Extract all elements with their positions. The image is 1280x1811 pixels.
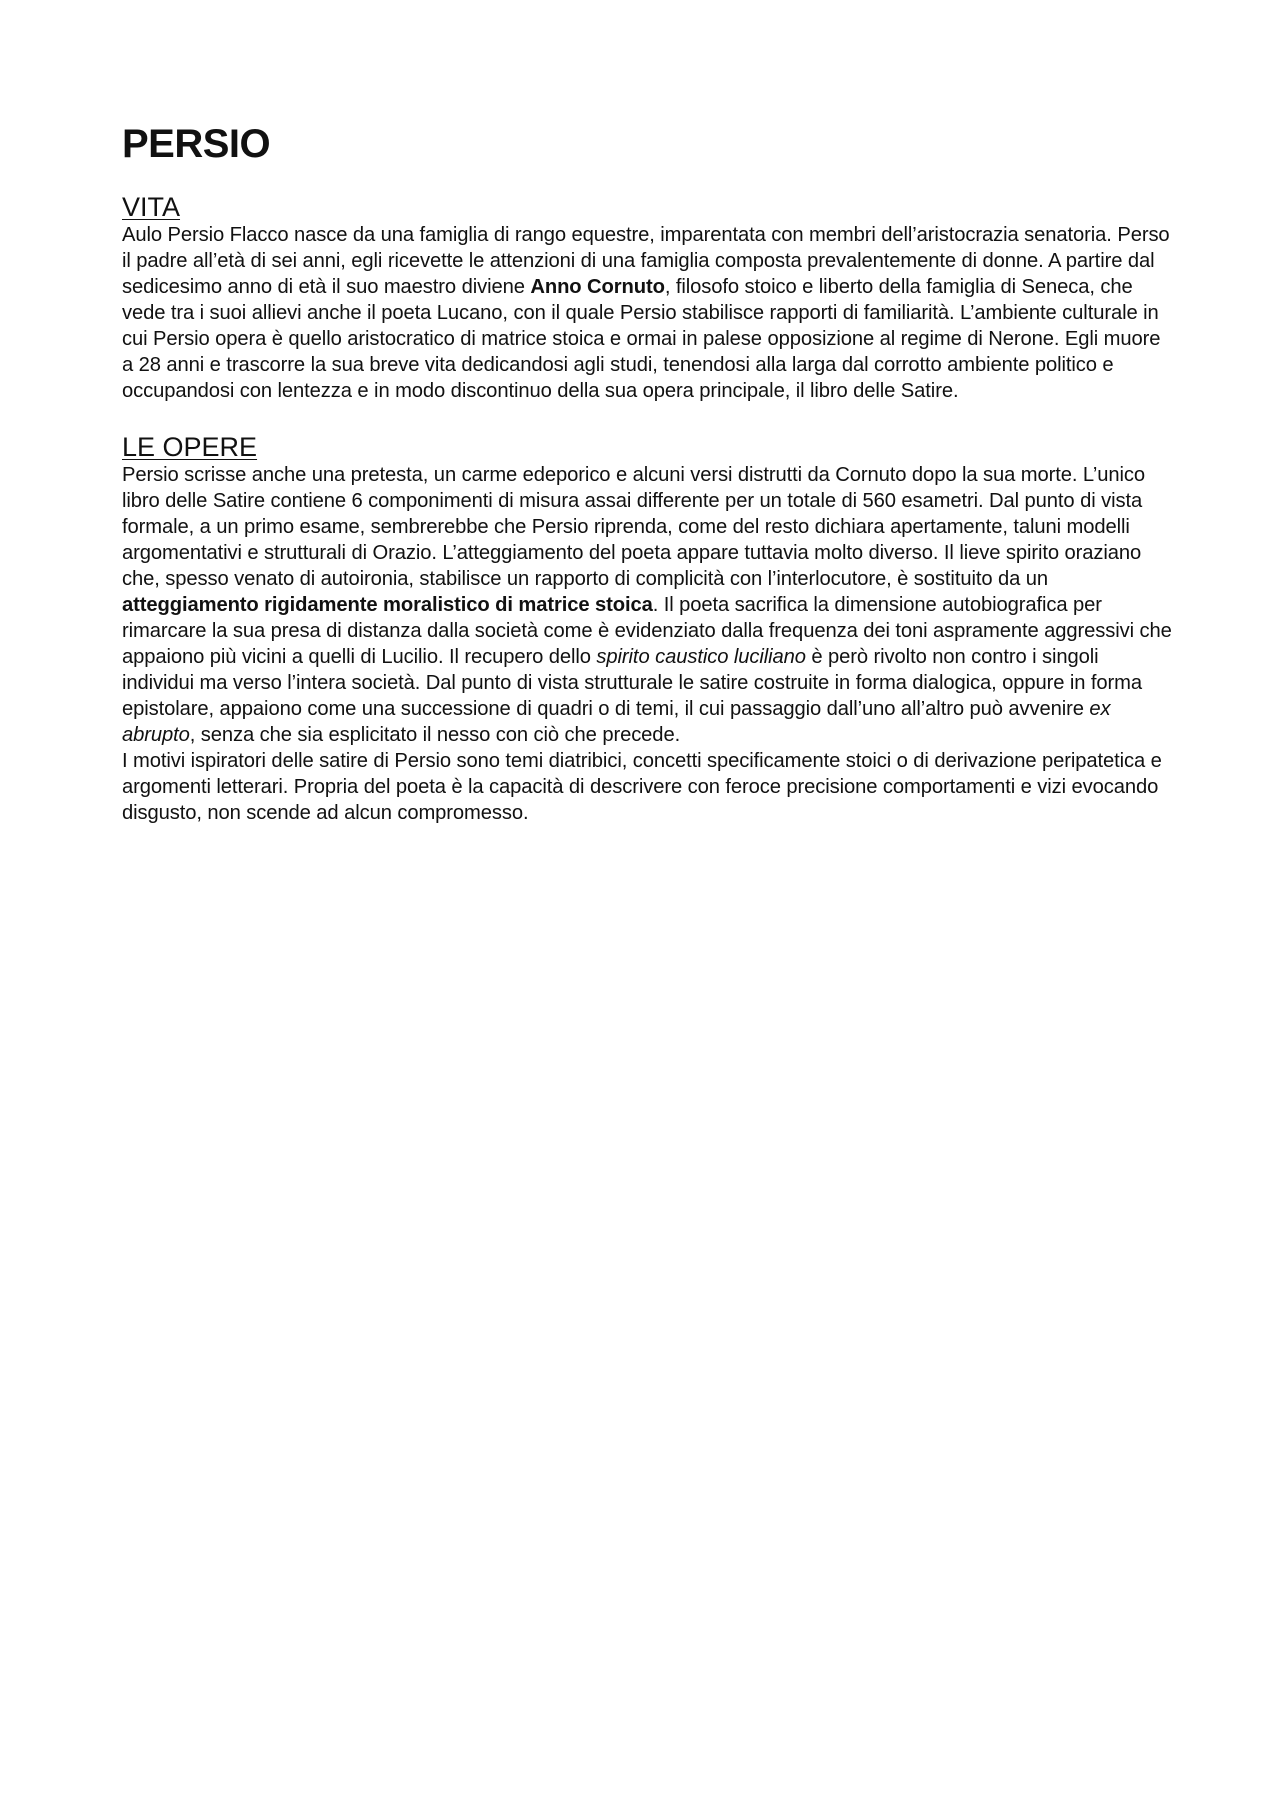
document-page <box>122 120 1172 854</box>
opere-paragraph-2: I motivi ispiratori delle satire di Persio sono temi diatribici, concetti specificamente stoici o di derivazione peripatetica e argomenti letterari. Propria del poeta è la capacità di descrivere con feroce precisione comportamenti e vizi evocando disgusto, non scende ad alcun compromesso. <box>122 750 1162 824</box>
text-run: , filosofo stoico e liberto della famiglia di Seneca, che vede tra i suoi allievi anche il poeta Lucano, con il quale Persio stabilisce rapporti di familiarità. L’ambiente culturale in cui Persio opera è quello aristocratico di matrice stoica e ormai in palese opposizione al regime di Nerone. Egli muore a 28 anni e trascorre la sua breve vita dedicandosi agli studi, tenendosi alla larga dal corrotto ambiente politico e occupandosi con lentezza e in modo discontinuo della sua opera principale, il libro delle Satire. <box>122 276 1161 402</box>
bold-text-run: Anno Cornuto <box>530 276 665 298</box>
bold-text-run: atteggiamento rigidamente moralistico di matrice stoica <box>122 594 653 616</box>
document-title: PERSIO <box>122 122 271 166</box>
italic-text-run: ex abrupto <box>122 698 1111 746</box>
text-run: Aulo Persio Flacco nasce da una famiglia di rango equestre, imparentata con membri dell’aristocrazia senatoria. Perso il padre all’età di sei anni, egli ricevette le attenzioni di una famiglia composta prevalentemente di donne. A partire dal sedicesimo anno di età il suo maestro diviene <box>122 224 1170 298</box>
vita-paragraph <box>122 222 1172 404</box>
section-heading-opere: LE OPERE <box>122 432 258 462</box>
text-run: è però rivolto non contro i singoli individui ma verso l’intera società. Dal punto di vista strutturale le satire costruite in forma dialogica, oppure in forma epistolare, appaiono come una successione di quadri o di temi, il cui passaggio dall’uno all’altro può avvenire <box>122 646 1142 720</box>
section-vita <box>122 192 1172 404</box>
text-run: . Il poeta sacrifica la dimensione autobiografica per rimarcare la sua presa di distanza dalla società come è evidenziato dalla frequenza dei toni aspramente aggressivi che appaiono più vicini a quelli di Lucilio. Il recupero dello <box>122 594 1172 668</box>
text-run: Persio scrisse anche una pretesta, un carme edeporico e alcuni versi distrutti da Cornuto dopo la sua morte. L’unico libro delle Satire contiene 6 componimenti di misura assai differente per un totale di 560 esametri. Dal punto di vista formale, a un primo esame, sembrerebbe che Persio riprenda, come del resto dichiara apertamente, taluni modelli argomentativi e strutturali di Orazio. L’atteggiamento del poeta appare tuttavia molto diverso. Il lieve spirito oraziano che, spesso venato di autoironia, stabilisce un rapporto di complicità con l’interlocutore, è sostituito da un <box>122 464 1146 590</box>
opere-paragraph-1 <box>122 462 1172 748</box>
italic-text-run: spirito caustico luciliano <box>596 646 806 668</box>
section-heading-vita: VITA <box>122 192 181 222</box>
text-run: , senza che sia esplicitato il nesso con ciò che precede. <box>189 724 681 746</box>
section-opere <box>122 432 1172 826</box>
